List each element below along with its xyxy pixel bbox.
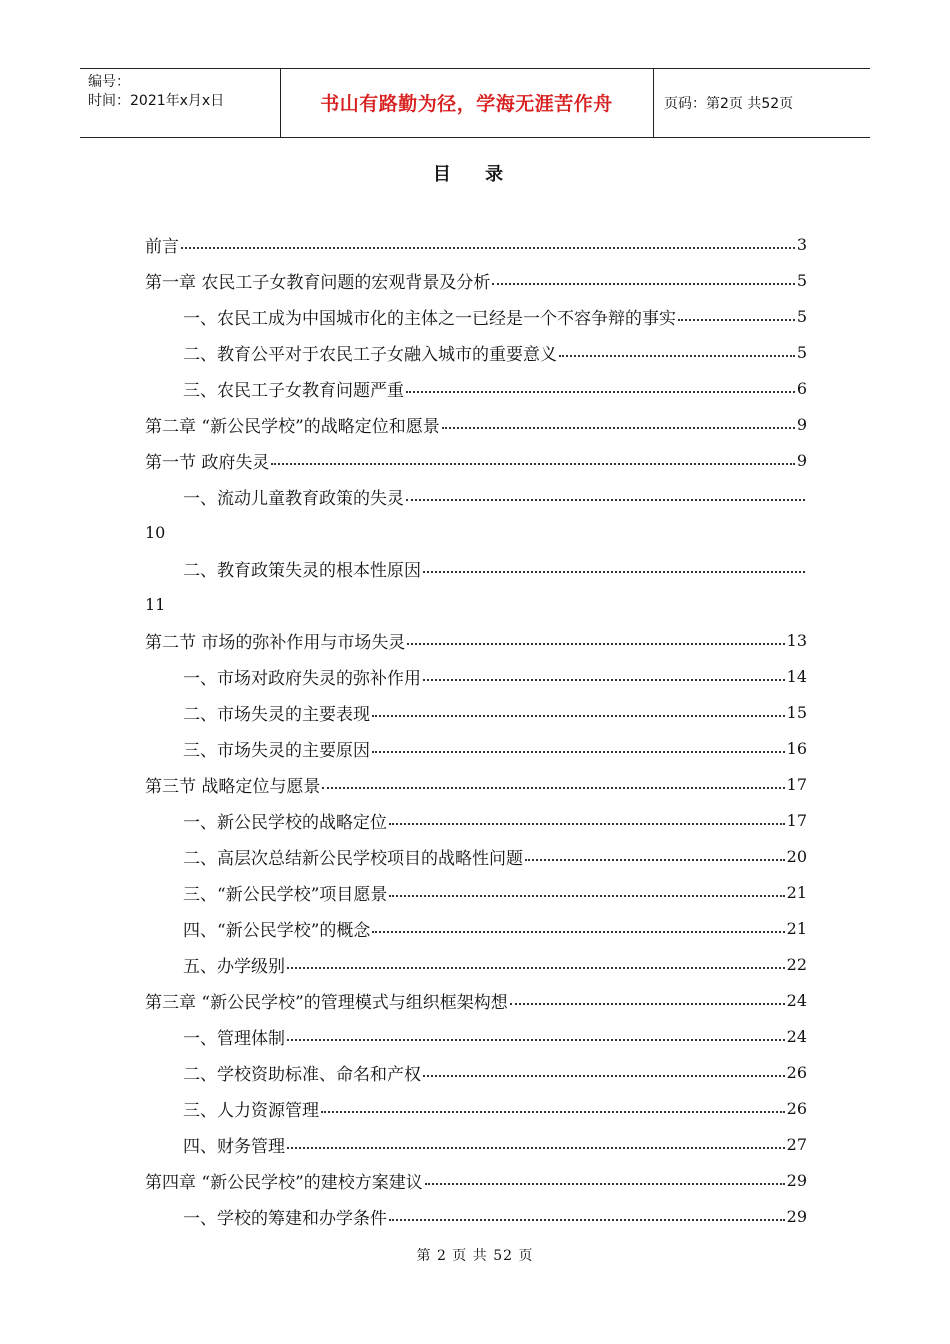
- toc-leader-dots: [423, 571, 805, 573]
- header-meta: [88, 73, 224, 111]
- toc-entry[interactable]: [145, 442, 807, 478]
- number-label: 编号：: [88, 74, 130, 90]
- time-label: 时间：2021年x月x日: [88, 93, 225, 109]
- toc-entry[interactable]: [145, 658, 807, 694]
- toc-leader-dots: [510, 1003, 785, 1005]
- toc-entry-page: 27: [786, 1134, 807, 1154]
- toc-entry-page: 21: [786, 882, 807, 902]
- toc-leader-dots: [372, 715, 785, 717]
- page-header: [80, 68, 870, 138]
- toc-entry-page: 9: [796, 450, 807, 470]
- toc-entry-page: 5: [796, 342, 807, 362]
- toc-entry-label: 前言: [145, 236, 179, 257]
- toc-entry-label: 第三章 “新公民学校”的管理模式与组织框架构想: [145, 992, 508, 1013]
- toc-leader-dots: [559, 355, 795, 357]
- toc-entry-page: 5: [796, 306, 807, 326]
- toc-entry[interactable]: [145, 982, 807, 1018]
- toc-entry-page: 10: [145, 522, 166, 542]
- toc-leader-dots: [287, 1039, 785, 1041]
- toc-entry[interactable]: [145, 838, 807, 874]
- toc-entry-label: 二、教育公平对于农民工子女融入城市的重要意义: [183, 344, 557, 365]
- toc-entry[interactable]: [145, 298, 807, 334]
- toc-entry[interactable]: [145, 370, 807, 406]
- toc-entry-label: 第二章 “新公民学校”的战略定位和愿景: [145, 416, 440, 437]
- toc-leader-dots: [423, 1075, 785, 1077]
- toc-entry-page: 29: [786, 1170, 807, 1190]
- toc-entry-label: 二、高层次总结新公民学校项目的战略性问题: [183, 848, 523, 869]
- toc-entry-page: 13: [786, 630, 807, 650]
- toc-entry-page: 15: [786, 702, 807, 722]
- toc-leader-dots: [678, 319, 795, 321]
- toc-entry-label: 三、农民工子女教育问题严重: [183, 380, 404, 401]
- toc-entry-label: 第一节 政府失灵: [145, 452, 270, 473]
- toc-leader-dots: [389, 895, 784, 897]
- toc-entry-page: 6: [796, 378, 807, 398]
- toc-entry[interactable]: [145, 550, 807, 586]
- toc-entry-label: 四、财务管理: [183, 1136, 285, 1157]
- page-title: 目 录: [432, 164, 518, 185]
- toc-entry-page: 9: [796, 414, 807, 434]
- toc-entry[interactable]: [145, 910, 807, 946]
- toc-entry-page: 26: [786, 1098, 807, 1118]
- toc-leader-dots: [406, 391, 795, 393]
- toc-entry-label: 五、办学级别: [183, 956, 285, 977]
- page-footer: 第 2 页 共 52 页: [416, 1248, 534, 1264]
- toc-entry-label: 第三节 战略定位与愿景: [145, 776, 321, 797]
- toc-entry-page: 26: [786, 1062, 807, 1082]
- toc-entry-label: 二、教育政策失灵的根本性原因: [183, 560, 421, 581]
- toc-entry-page: 24: [786, 1026, 807, 1046]
- toc-entry-label: 一、市场对政府失灵的弥补作用: [183, 668, 421, 689]
- toc-entry-page: 17: [786, 810, 807, 830]
- toc-entry-page: 16: [786, 738, 807, 758]
- toc-entry[interactable]: [145, 802, 807, 838]
- toc-entry-page: 22: [786, 954, 807, 974]
- toc-leader-dots: [322, 787, 784, 789]
- toc-leader-dots: [372, 751, 785, 753]
- toc-leader-dots: [406, 499, 805, 501]
- toc-leader-dots: [287, 1147, 785, 1149]
- toc-entry-label: 一、新公民学校的战略定位: [183, 812, 387, 833]
- toc-entry[interactable]: [145, 1090, 807, 1126]
- toc-entry-label: 二、市场失灵的主要表现: [183, 704, 370, 725]
- toc-entry-page: 24: [786, 990, 807, 1010]
- toc-entry-label: 第四章 “新公民学校”的建校方案建议: [145, 1172, 423, 1193]
- toc-entry-page: 11: [145, 594, 166, 614]
- toc-wrapped-page-line: [145, 586, 807, 622]
- toc-leader-dots: [389, 823, 785, 825]
- toc-entry[interactable]: [145, 1162, 807, 1198]
- toc-entry-label: 三、市场失灵的主要原因: [183, 740, 370, 761]
- header-page-info: 页码：第2页 共52页: [664, 96, 794, 112]
- toc-entry[interactable]: [145, 1198, 807, 1234]
- toc-entry-label: 三、人力资源管理: [183, 1100, 319, 1121]
- toc-entry-label: 第一章 农民工子女教育问题的宏观背景及分析: [145, 272, 491, 293]
- toc-entry[interactable]: [145, 874, 807, 910]
- toc-entry[interactable]: [145, 226, 807, 262]
- toc-entry[interactable]: [145, 1126, 807, 1162]
- toc-entry-page: 20: [786, 846, 807, 866]
- header-divider: [653, 69, 654, 137]
- toc-entry[interactable]: [145, 694, 807, 730]
- toc-entry-label: 一、学校的筹建和办学条件: [183, 1208, 387, 1229]
- toc-wrapped-page-line: [145, 514, 807, 550]
- toc-leader-dots: [321, 1111, 785, 1113]
- toc-entry[interactable]: [145, 730, 807, 766]
- toc-entry[interactable]: [145, 262, 807, 298]
- toc-leader-dots: [271, 463, 794, 465]
- toc-entry[interactable]: [145, 622, 807, 658]
- toc-leader-dots: [407, 643, 784, 645]
- toc-entry-page: 3: [796, 234, 807, 254]
- toc-leader-dots: [287, 967, 785, 969]
- header-motto: 书山有路勤为径，学海无涯苦作舟: [320, 93, 613, 115]
- toc-entry[interactable]: [145, 946, 807, 982]
- toc-entry[interactable]: [145, 334, 807, 370]
- toc-entry[interactable]: [145, 406, 807, 442]
- toc-entry-label: 一、农民工成为中国城市化的主体之一已经是一个不容争辩的事实: [183, 308, 676, 329]
- toc-entry[interactable]: [145, 1018, 807, 1054]
- toc-entry-label: 第二节 市场的弥补作用与市场失灵: [145, 632, 406, 653]
- toc-entry-label: 一、管理体制: [183, 1028, 285, 1049]
- toc-leader-dots: [389, 1219, 785, 1221]
- toc-entry-page: 14: [786, 666, 807, 686]
- toc-entry-label: 三、“新公民学校”项目愿景: [183, 884, 388, 905]
- toc-leader-dots: [181, 247, 795, 249]
- toc-leader-dots: [525, 859, 785, 861]
- toc-leader-dots: [425, 1183, 785, 1185]
- toc-entry[interactable]: [145, 766, 807, 802]
- toc-entry-page: 5: [796, 270, 807, 290]
- toc-leader-dots: [423, 679, 785, 681]
- toc-entry-label: 二、学校资助标准、命名和产权: [183, 1064, 421, 1085]
- toc-entry-page: 21: [786, 918, 807, 938]
- toc-entry-page: 17: [786, 774, 807, 794]
- toc-entry-label: 一、流动儿童教育政策的失灵: [183, 488, 404, 509]
- toc-leader-dots: [492, 283, 794, 285]
- table-of-contents: [145, 226, 807, 1234]
- toc-entry[interactable]: [145, 478, 807, 514]
- toc-leader-dots: [442, 427, 795, 429]
- toc-entry-page: 29: [786, 1206, 807, 1226]
- toc-entry-label: 四、“新公民学校”的概念: [183, 920, 371, 941]
- toc-entry[interactable]: [145, 1054, 807, 1090]
- toc-leader-dots: [372, 931, 784, 933]
